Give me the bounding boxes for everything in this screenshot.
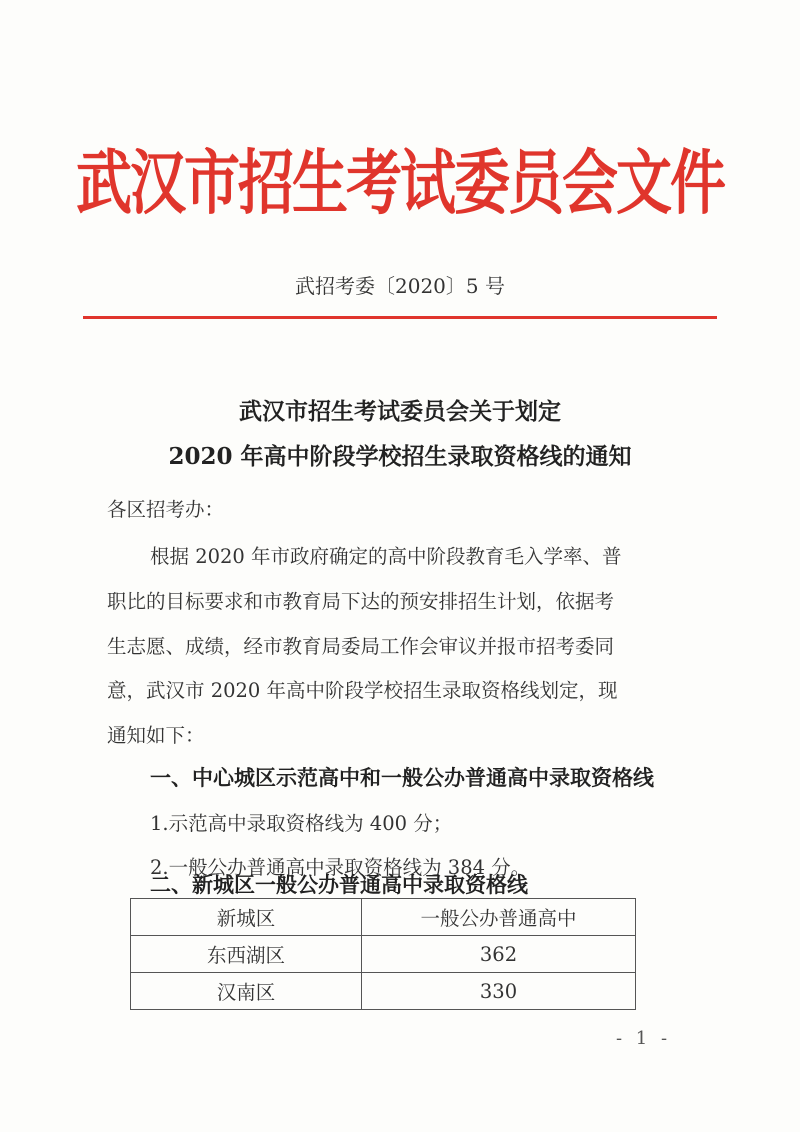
section-1-item: 1.示范高中录取资格线为 400 分； — [150, 812, 453, 835]
table-cell-district: 东西湖区 — [131, 936, 362, 973]
page-number: - 1 - — [616, 1028, 672, 1049]
admission-score-table — [130, 898, 636, 1010]
red-divider-rule — [83, 316, 717, 319]
paragraph-line: 根据 2020 年市政府确定的高中阶段教育毛入学率、普 — [150, 545, 622, 568]
salutation: 各区招考办： — [107, 498, 225, 521]
table-row — [131, 973, 636, 1010]
table-cell-score: 330 — [362, 973, 636, 1010]
paragraph-line: 通知如下： — [107, 724, 205, 747]
section-1-item: 2.一般公办普通高中录取资格线为 384 分。 — [150, 856, 531, 879]
table-cell-district: 汉南区 — [131, 973, 362, 1010]
notice-title-line-2: 2020 年高中阶段学校招生录取资格线的通知 — [168, 443, 632, 470]
table-header-row — [131, 899, 636, 936]
document-masthead: 武汉市招生考试委员会文件 — [76, 141, 724, 225]
table-header-cell: 新城区 — [131, 899, 362, 936]
paragraph-line: 职比的目标要求和市教育局下达的预安排招生计划，依据考 — [107, 590, 615, 613]
table-row — [131, 936, 636, 973]
table-header-cell: 一般公办普通高中 — [362, 899, 636, 936]
table-cell-score: 362 — [362, 936, 636, 973]
section-1-heading: 一、中心城区示范高中和一般公办普通高中录取资格线 — [150, 766, 654, 790]
paragraph-line: 意，武汉市 2020 年高中阶段学校招生录取资格线划定，现 — [107, 679, 618, 702]
notice-title-line-1: 武汉市招生考试委员会关于划定 — [239, 398, 561, 425]
paragraph-line: 生志愿、成绩，经市教育局委局工作会审议并报市招考委同 — [107, 635, 615, 658]
document-number: 武招考委〔2020〕5 号 — [295, 274, 505, 298]
section-2-heading: 二、新城区一般公办普通高中录取资格线 — [150, 873, 528, 897]
